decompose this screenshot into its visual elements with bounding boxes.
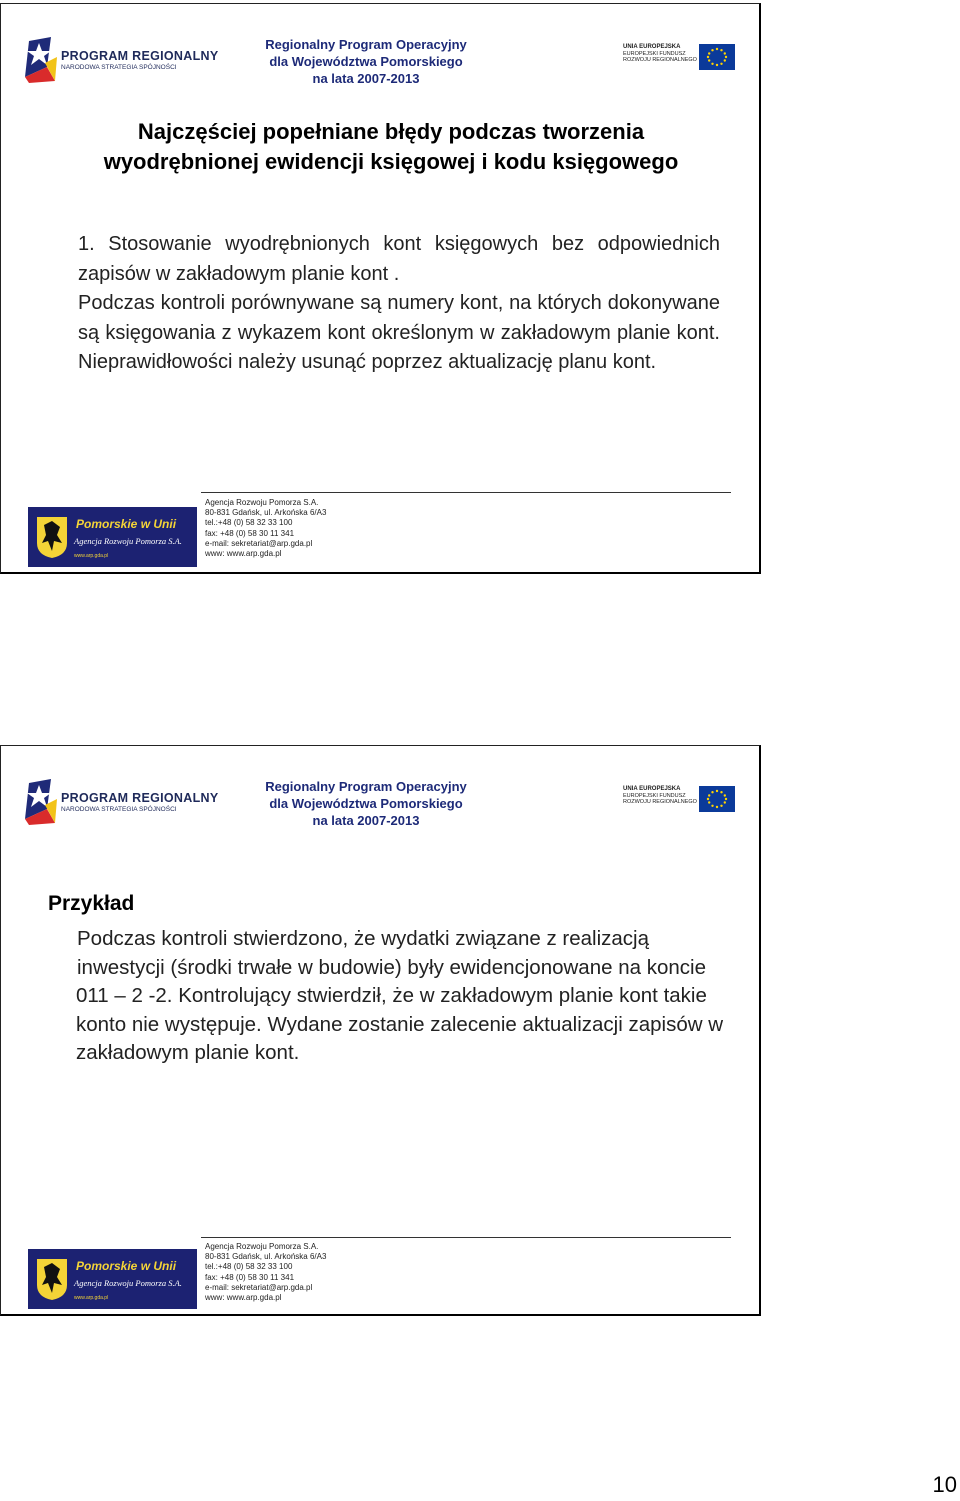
logo-main-text: Pomorskie w Unii — [76, 1259, 177, 1273]
logo-main-text: Pomorskie w Unii — [76, 517, 177, 531]
title-line-2: wyodrębnionej ewidencji księgowej i kodu księgowego — [103, 149, 679, 174]
eu-logo — [623, 44, 738, 74]
header-line-3: na lata 2007-2013 — [312, 813, 420, 828]
logo-title: PROGRAM REGIONALNY — [61, 791, 219, 805]
eu-line-3: ROZWOJU REGIONALNEGO — [623, 57, 697, 63]
example-paragraph-1: Podczas kontroli stwierdzono, że wydatki związane z realizacją inwestycji (środki trwałe w budowie) były ewidencjonowane na koncie — [77, 927, 706, 979]
slide-1-title — [41, 117, 741, 177]
logo-agency-text: Agencja Rozwoju Pomorza S.A. — [74, 1278, 182, 1288]
slide-1-body — [78, 230, 720, 378]
logo-agency-text: Agencja Rozwoju Pomorza S.A. — [74, 536, 182, 546]
footer-tel: tel.:+48 (0) 58 32 33 100 — [205, 518, 293, 528]
eu-logo — [623, 786, 738, 816]
footer-fax: fax: +48 (0) 58 30 11 341 — [205, 528, 295, 538]
footer-address: 80-831 Gdańsk, ul. Arkońska 6/A3 — [205, 508, 327, 518]
footer-divider — [201, 492, 731, 493]
footer-company: Agencja Rozwoju Pomorza S.A. — [205, 1242, 319, 1251]
logo-www-text: www.arp.gda.pl — [74, 1295, 109, 1301]
pomorskie-logo — [28, 1249, 197, 1309]
eu-line-2: EUROPEJSKI FUNDUSZ — [623, 792, 686, 799]
page-number: 10 — [932, 1472, 957, 1497]
program-header — [201, 36, 531, 87]
logo-www-text: www.arp.gda.pl — [74, 553, 109, 559]
slide-2-heading: Przykład — [48, 892, 135, 915]
header-line-1: Regionalny Program Operacyjny — [265, 779, 467, 794]
eu-flag-icon — [699, 44, 735, 70]
footer-divider — [201, 1237, 731, 1238]
footer-address: 80-831 Gdańsk, ul. Arkońska 6/A3 — [205, 1252, 327, 1262]
logo-title: PROGRAM REGIONALNY — [61, 49, 219, 63]
footer-email: e-mail: sekretariat@arp.gda.pl — [205, 538, 313, 548]
griffin-crest-icon — [35, 515, 69, 559]
griffin-crest-icon — [35, 1257, 69, 1301]
paragraph-1: 1. Stosowanie wyodrębnionych kont księgowych bez odpowiednich zapisów w zakładowym planie kont . — [78, 233, 720, 285]
logo-subtitle: NARODOWA STRATEGIA SPÓJNOŚCI — [61, 64, 177, 71]
eu-line-1: UNIA EUROPEJSKA — [623, 44, 681, 50]
eu-line-1: UNIA EUROPEJSKA — [623, 786, 681, 792]
logo-subtitle: NARODOWA STRATEGIA SPÓJNOŚCI — [61, 806, 177, 813]
header-line-1: Regionalny Program Operacyjny — [265, 37, 467, 52]
slide-2-body — [77, 925, 737, 1068]
star-logo-icon — [25, 779, 57, 825]
program-regionalny-logo — [25, 779, 219, 827]
pomorskie-logo — [28, 507, 197, 567]
footer-tel: tel.:+48 (0) 58 32 33 100 — [205, 1262, 293, 1272]
header-line-2: dla Województwa Pomorskiego — [269, 796, 463, 811]
footer-company: Agencja Rozwoju Pomorza S.A. — [205, 498, 319, 507]
footer-www: www: www.arp.gda.pl — [205, 549, 282, 559]
eu-line-2: EUROPEJSKI FUNDUSZ — [623, 50, 686, 57]
paragraph-2: Podczas kontroli porównywane są numery kont, na których dokonywane są księgowania z wykazem kont określonym w zakładowym planie kont. Nieprawidłowości należy usunąć poprzez aktualizację planu kont. — [78, 292, 720, 373]
footer-contact — [205, 498, 326, 559]
header-line-2: dla Województwa Pomorskiego — [269, 54, 463, 69]
star-logo-icon — [25, 37, 57, 83]
footer-contact — [205, 1242, 326, 1303]
program-regionalny-logo — [25, 37, 219, 85]
example-paragraph-2: 011 – 2 -2. Kontrolujący stwierdził, że w zakładowym planie kont takie konto nie występuje. Wydane zostanie zalecenie aktualizacji zapisów w zakładowym planie kont. — [76, 984, 724, 1064]
footer-www: www: www.arp.gda.pl — [205, 1293, 282, 1303]
footer-fax: fax: +48 (0) 58 30 11 341 — [205, 1272, 295, 1282]
program-header — [201, 778, 531, 829]
title-line-1: Najczęściej popełniane błędy podczas tworzenia — [137, 119, 645, 144]
eu-flag-icon — [699, 786, 735, 812]
header-line-3: na lata 2007-2013 — [312, 71, 420, 86]
eu-line-3: ROZWOJU REGIONALNEGO — [623, 799, 697, 805]
slide-1 — [0, 3, 761, 574]
footer-email: e-mail: sekretariat@arp.gda.pl — [205, 1282, 313, 1292]
